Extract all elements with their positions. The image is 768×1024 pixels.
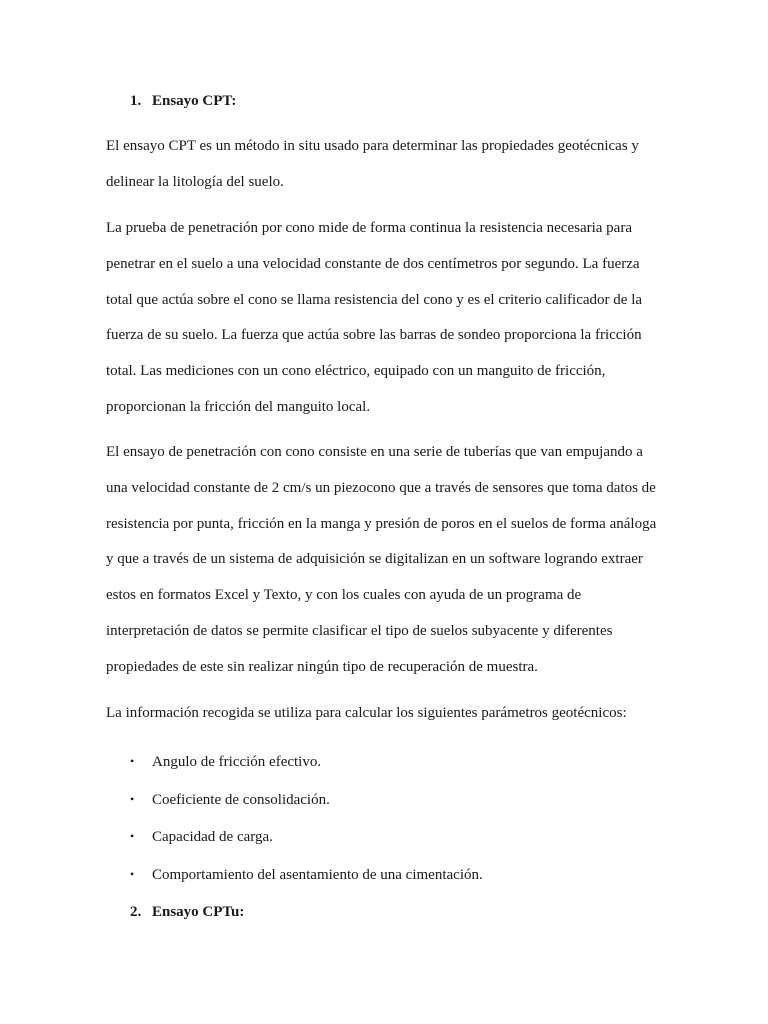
paragraph-line: estos en formatos Excel y Texto, y con los cuales con ayuda de un programa de — [106, 587, 582, 604]
bullet-text: Angulo de fricción efectivo. — [152, 754, 322, 770]
section-heading-1 — [130, 91, 236, 111]
paragraph-line: y que a través de un sistema de adquisición se digitalizan en un software logrando extraer — [106, 551, 643, 568]
section-number: 1. — [130, 93, 142, 109]
bullet-item — [130, 864, 483, 885]
paragraph-line: interpretación de datos se permite clasificar el tipo de suelos subyacente y diferentes — [106, 622, 613, 639]
bullet-text: Capacidad de carga. — [152, 829, 273, 845]
section-heading-2 — [130, 902, 244, 922]
bullet-text: Comportamiento del asentamiento de una cimentación. — [152, 867, 483, 883]
paragraph-line: El ensayo de penetración con cono consiste en una serie de tuberías que van empujando a — [106, 444, 643, 460]
section-title: Ensayo CPTu: — [152, 904, 245, 920]
paragraph-line: proporcionan la fricción del manguito local. — [106, 398, 371, 415]
paragraph-line: penetrar en el suelo a una velocidad constante de dos centímetros por segundo. La fuerza — [106, 255, 640, 272]
section-title: Ensayo CPT: — [152, 93, 237, 109]
paragraph-line: total que actúa sobre el cono se llama resistencia del cono y es el criterio calificador de la — [106, 291, 643, 308]
bullet-icon: • — [130, 867, 135, 881]
bullet-item — [130, 751, 321, 772]
paragraph-line: delinear la litología del suelo. — [106, 173, 284, 190]
bullet-icon: • — [130, 754, 135, 768]
paragraph-line: El ensayo CPT es un método in situ usado para determinar las propiedades geotécnicas y — [106, 138, 639, 154]
paragraph-1 — [106, 129, 666, 201]
paragraph-line: fuerza de su suelo. La fuerza que actúa sobre las barras de sondeo proporciona la fricción — [106, 327, 642, 344]
section-number: 2. — [130, 904, 142, 920]
bullet-item — [130, 826, 273, 847]
bullet-icon: • — [130, 792, 135, 806]
bullet-text: Coeficiente de consolidación. — [152, 792, 330, 808]
paragraph-line: resistencia por punta, fricción en la manga y presión de poros en el suelos de forma análoga — [106, 515, 657, 532]
paragraph-4 — [106, 696, 666, 732]
paragraph-3 — [106, 435, 666, 686]
paragraph-line: La prueba de penetración por cono mide de forma continua la resistencia necesaria para — [106, 220, 632, 236]
bullet-item — [130, 789, 330, 810]
paragraph-line: una velocidad constante de 2 cm/s un piezocono que a través de sensores que toma datos de — [106, 479, 656, 496]
bullet-icon: • — [130, 829, 135, 843]
paragraph-line: propiedades de este sin realizar ningún tipo de recuperación de muestra. — [106, 658, 538, 675]
paragraph-line: La información recogida se utiliza para calcular los siguientes parámetros geotécnicos: — [106, 705, 627, 721]
paragraph-2 — [106, 211, 666, 426]
paragraph-line: total. Las mediciones con un cono eléctrico, equipado con un manguito de fricción, — [106, 363, 606, 380]
